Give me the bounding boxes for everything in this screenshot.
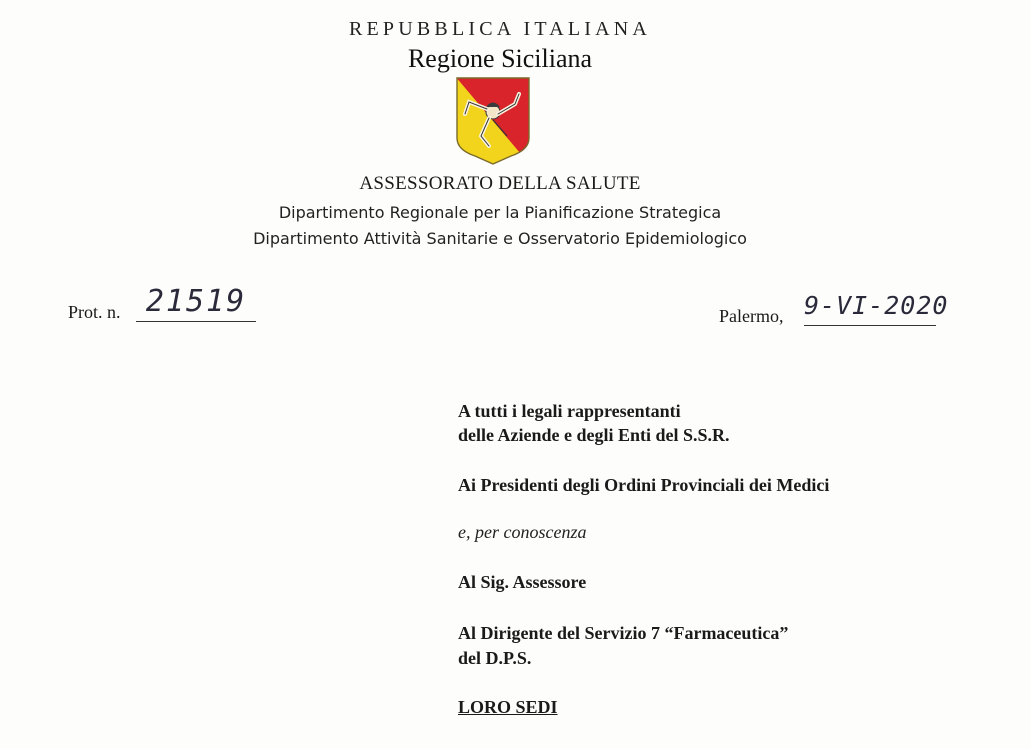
- addressee-line-3: Ai Presidenti degli Ordini Provinciali dei Medici: [458, 475, 830, 495]
- closing-loro-sedi: LORO SEDI: [458, 697, 558, 717]
- addressee-line-6: del D.P.S.: [458, 648, 532, 668]
- protocol-label: Prot. n.: [68, 302, 121, 322]
- department-line-2: Dipartimento Attività Sanitarie e Osservatorio Epidemiologico: [253, 229, 747, 248]
- region-heading: Regione Siciliana: [407, 44, 593, 73]
- protocol-number: 21519: [136, 283, 256, 322]
- handwritten-date: 9-VI-2020: [804, 287, 936, 326]
- place-label: Palermo,: [719, 306, 784, 326]
- cc-label: e, per conoscenza: [458, 522, 587, 542]
- assessorato-heading: ASSESSORATO DELLA SALUTE: [359, 173, 641, 194]
- department-line-1: Dipartimento Regionale per la Pianificazione Strategica: [278, 203, 722, 222]
- trinacria-coat-of-arms-icon: [455, 76, 531, 166]
- addressee-line-4: Al Sig. Assessore: [458, 572, 587, 592]
- addressee-line-2: delle Aziende e degli Enti del S.S.R.: [458, 425, 730, 445]
- republic-heading: REPUBBLICA ITALIANA: [348, 18, 652, 40]
- addressee-line-5: Al Dirigente del Servizio 7 “Farmaceutica”: [458, 623, 789, 643]
- addressee-line-1: A tutti i legali rappresentanti: [458, 401, 681, 421]
